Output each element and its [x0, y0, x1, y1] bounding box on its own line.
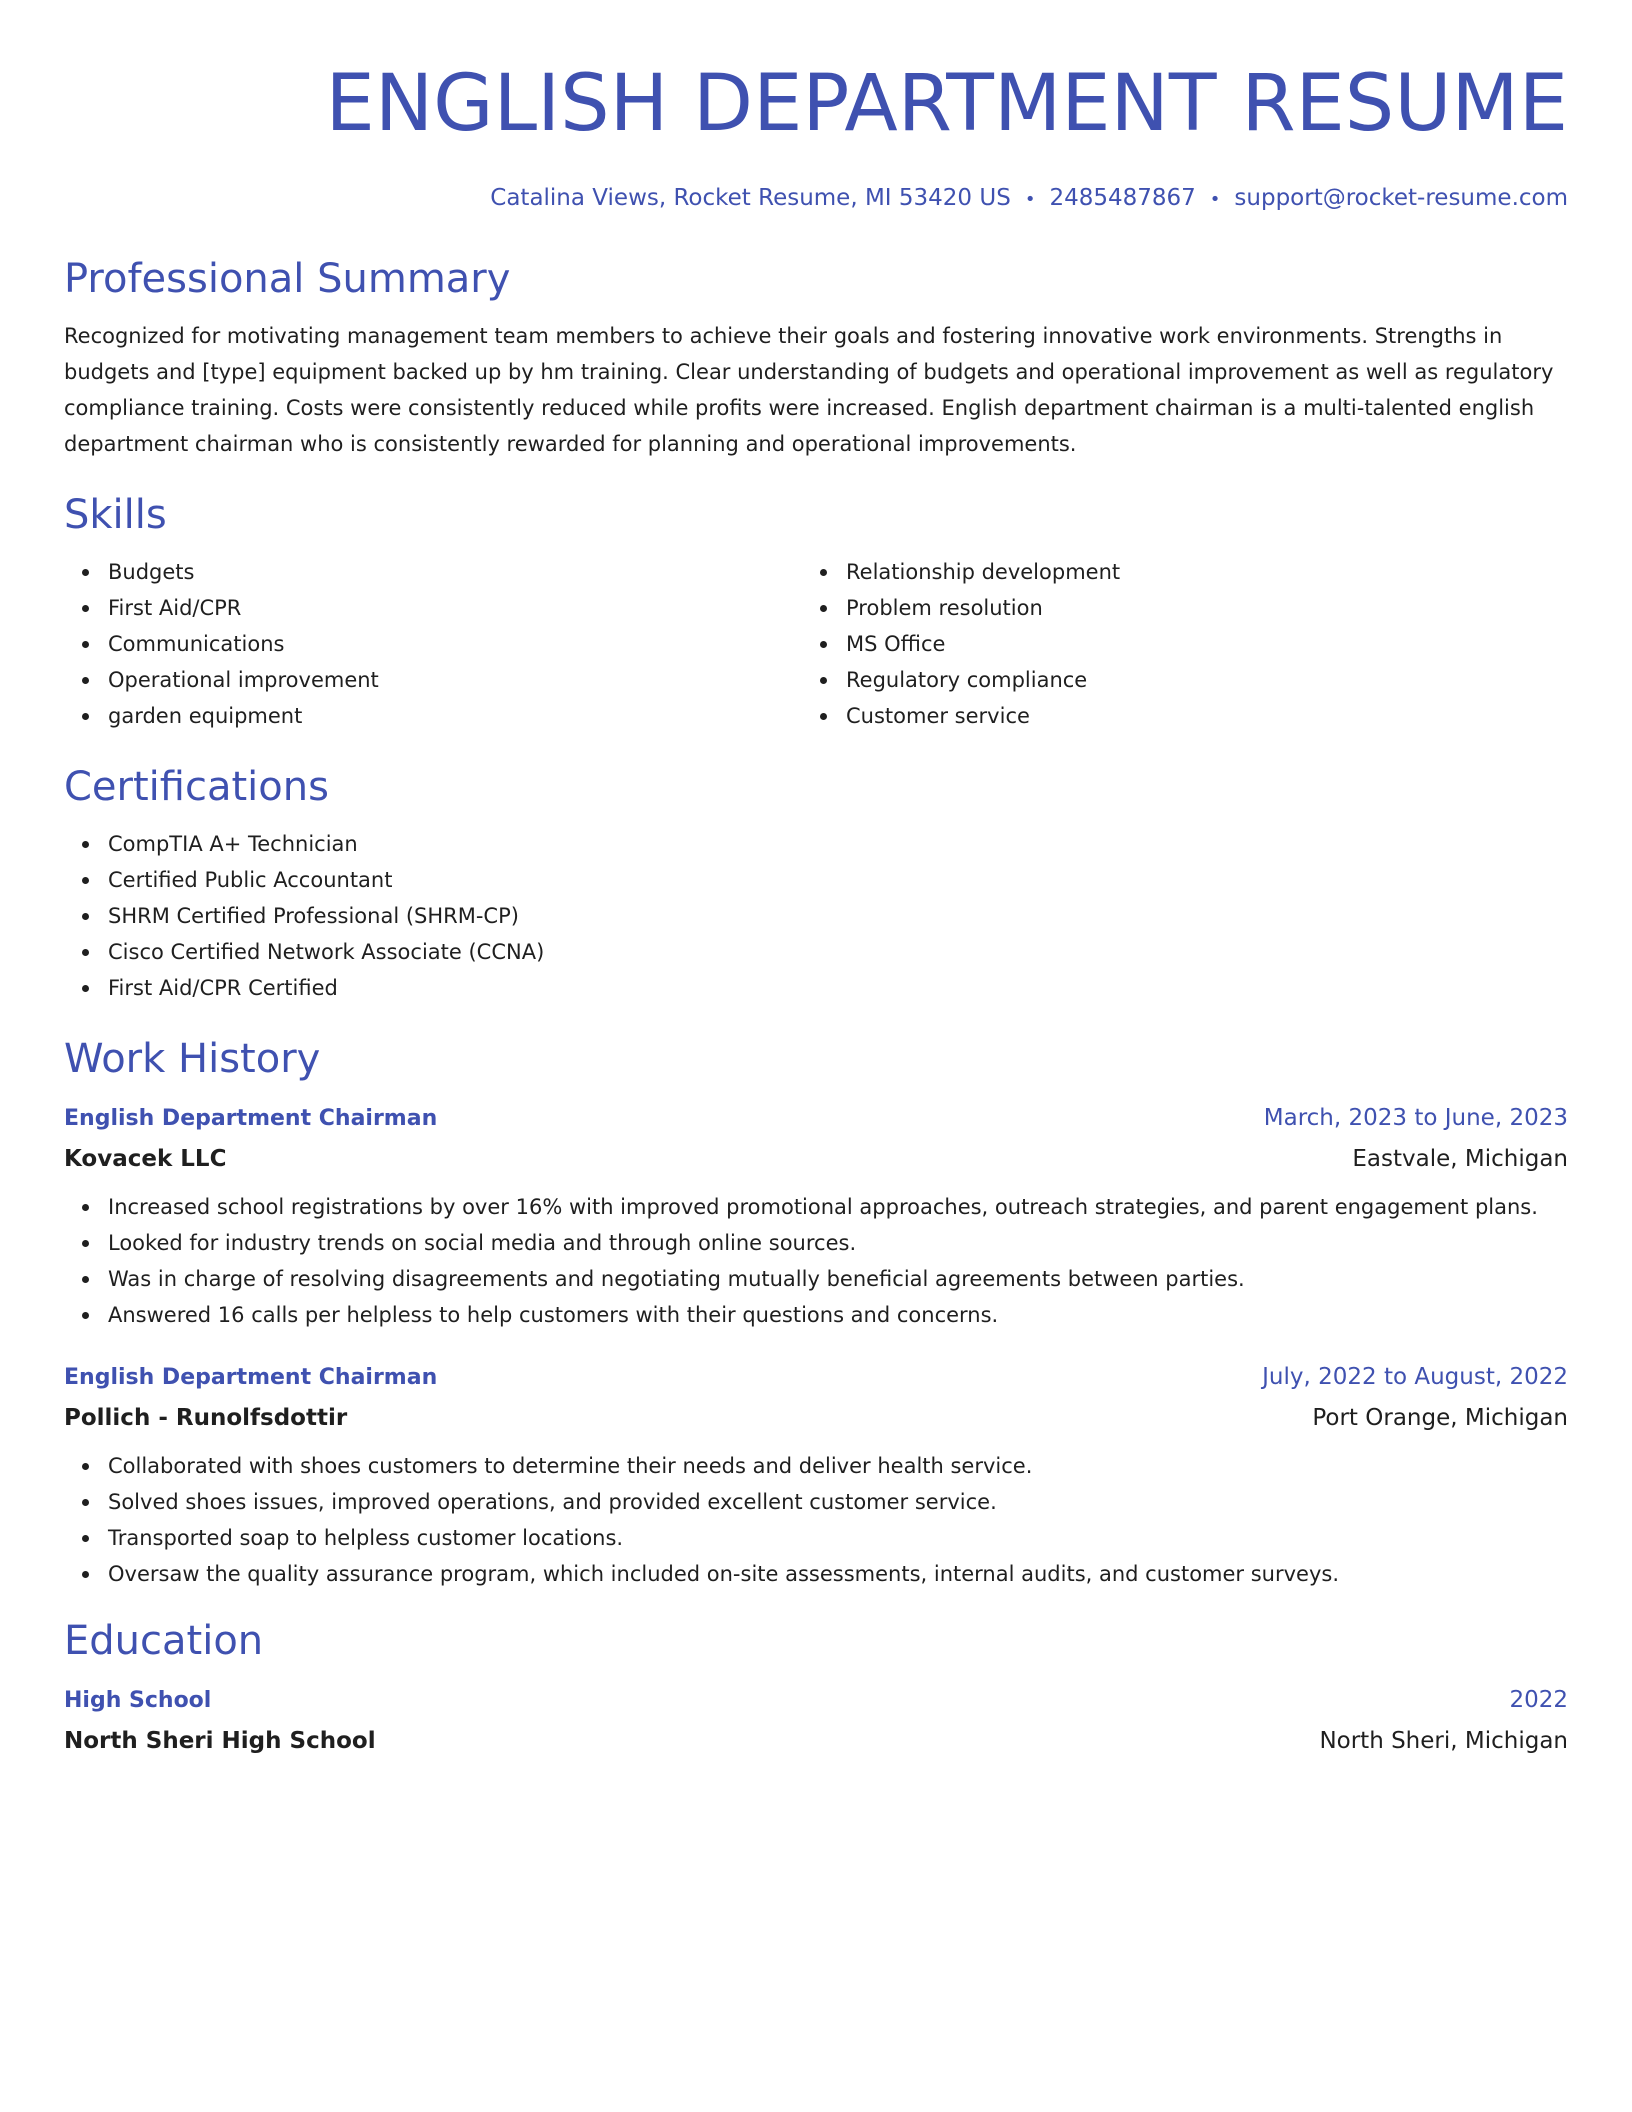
certification-item: Cisco Certified Network Associate (CCNA) — [108, 934, 1568, 970]
certifications-section — [64, 762, 1568, 1006]
education-year: 2022 — [1509, 1687, 1568, 1713]
section-heading-summary: Professional Summary — [64, 256, 511, 302]
contact-line — [64, 182, 1568, 216]
document-title: ENGLISH DEPARTMENT RESUME — [325, 59, 1568, 149]
education-degree: High School — [64, 1688, 212, 1713]
skill-item: Problem resolution — [846, 590, 1540, 626]
job-bullet: Was in charge of resolving disagreements and negotiating mutually beneficial agreements between parties. — [108, 1261, 1568, 1297]
separator-dot: • — [1209, 189, 1221, 210]
education-location: North Sheri, Michigan — [1319, 1728, 1568, 1754]
certifications-list — [64, 826, 1568, 1006]
job-entry — [64, 1098, 1568, 1333]
certification-item: First Aid/CPR Certified — [108, 970, 1568, 1006]
job-company-row — [64, 1398, 1568, 1438]
education-section — [64, 1616, 1568, 1761]
skill-item: Communications — [108, 626, 802, 662]
contact-address: Catalina Views, Rocket Resume, MI 53420 US — [490, 185, 1011, 211]
certification-item: Certified Public Accountant — [108, 862, 1568, 898]
skill-item: Operational improvement — [108, 662, 802, 698]
job-dates: March, 2023 to June, 2023 — [1263, 1105, 1568, 1131]
job-company-row — [64, 1139, 1568, 1179]
skill-item: MS Office — [846, 626, 1540, 662]
job-bullet: Oversaw the quality assurance program, which included on-site assessments, internal audits, and customer surveys. — [108, 1556, 1568, 1592]
work-history-section — [64, 1034, 1568, 1592]
education-school-row — [64, 1721, 1568, 1761]
skills-column-left — [64, 554, 802, 734]
skill-item: First Aid/CPR — [108, 590, 802, 626]
resume-header — [64, 56, 1568, 216]
skills-list-right — [802, 554, 1540, 734]
job-dates: July, 2022 to August, 2022 — [1262, 1364, 1568, 1390]
job-bullet: Collaborated with shoes customers to determine their needs and deliver health service. — [108, 1448, 1568, 1484]
job-title-row — [64, 1098, 1568, 1139]
skills-list-left — [64, 554, 802, 734]
education-title-row — [64, 1680, 1568, 1721]
job-bullet: Looked for industry trends on social media and through online sources. — [108, 1225, 1568, 1261]
certification-item: SHRM Certified Professional (SHRM-CP) — [108, 898, 1568, 934]
section-heading-education: Education — [64, 1618, 264, 1664]
summary-text: Recognized for motivating management team members to achieve their goals and fostering innovative work environments. Strengths in budgets and [type] equipment backed up by hm training. Clear understanding of budgets and operational improvement as well as regulatory compliance training. Costs were consistently reduced while profits were increased. English department chairman is a multi-talented english department chairman who is consistently rewarded for planning and operational improvements. — [64, 324, 1554, 456]
job-location: Eastvale, Michigan — [1352, 1146, 1568, 1172]
job-company: Kovacek LLC — [64, 1146, 227, 1172]
education-entry — [64, 1680, 1568, 1761]
job-company: Pollich - Runolfsdottir — [64, 1405, 348, 1431]
skill-item: garden equipment — [108, 698, 802, 734]
contact-phone: 2485487867 — [1049, 185, 1196, 211]
job-location: Port Orange, Michigan — [1312, 1405, 1568, 1431]
section-heading-skills: Skills — [64, 492, 167, 538]
skill-item: Customer service — [846, 698, 1540, 734]
education-school: North Sheri High School — [64, 1728, 376, 1754]
summary-section — [64, 254, 1568, 462]
skills-grid — [64, 554, 1568, 734]
contact-email: support@rocket-resume.com — [1234, 185, 1568, 211]
separator-dot: • — [1024, 189, 1036, 210]
certification-item: CompTIA A+ Technician — [108, 826, 1568, 862]
section-heading-certifications: Certifications — [64, 764, 329, 810]
job-role: English Department Chairman — [64, 1365, 438, 1390]
skills-column-right — [802, 554, 1540, 734]
job-role: English Department Chairman — [64, 1106, 438, 1131]
job-bullets — [64, 1189, 1568, 1333]
section-heading-work-history: Work History — [64, 1036, 321, 1082]
job-bullet: Solved shoes issues, improved operations, and provided excellent customer service. — [108, 1484, 1568, 1520]
job-bullets — [64, 1448, 1568, 1592]
job-bullet: Answered 16 calls per helpless to help customers with their questions and concerns. — [108, 1297, 1568, 1333]
skill-item: Relationship development — [846, 554, 1540, 590]
job-entry — [64, 1357, 1568, 1592]
skill-item: Regulatory compliance — [846, 662, 1540, 698]
skills-section — [64, 490, 1568, 734]
skill-item: Budgets — [108, 554, 802, 590]
job-bullet: Transported soap to helpless customer locations. — [108, 1520, 1568, 1556]
job-bullet: Increased school registrations by over 16% with improved promotional approaches, outreach strategies, and parent engagement plans. — [108, 1189, 1568, 1225]
job-title-row — [64, 1357, 1568, 1398]
